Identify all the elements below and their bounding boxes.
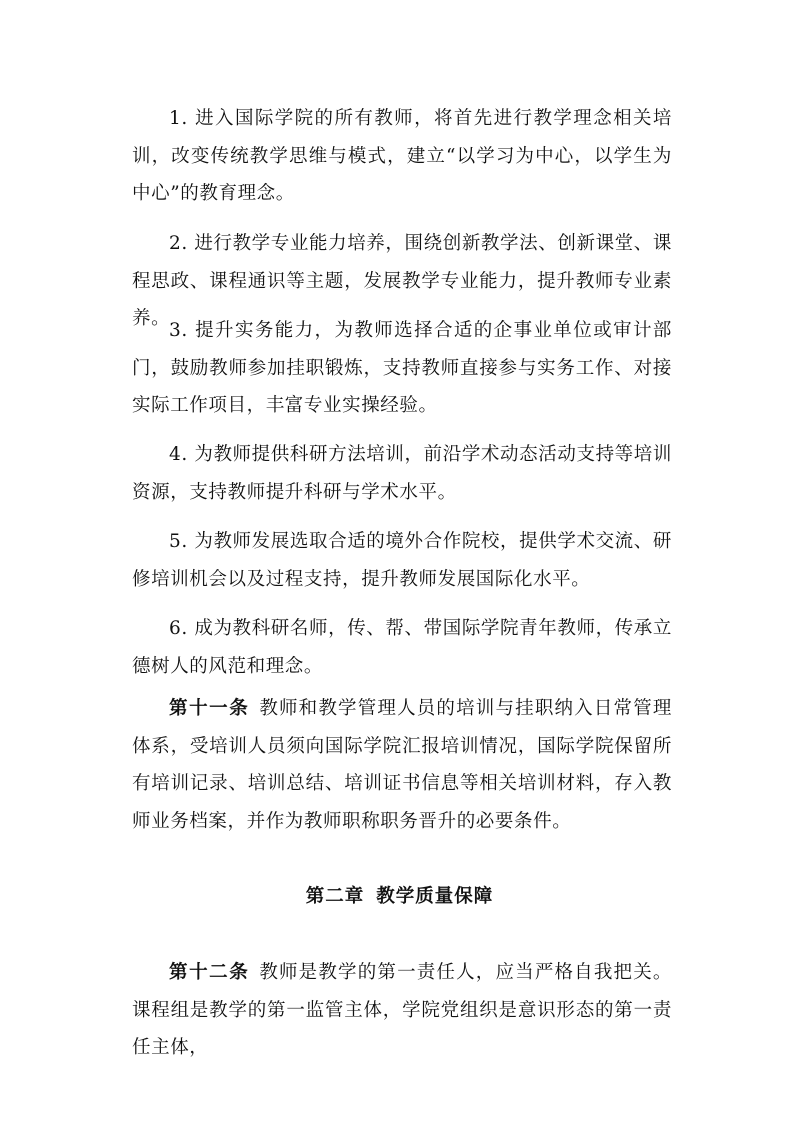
chapter-number: 第二章 [305, 886, 365, 907]
list-item-4: 4. 为教师提供科研方法培训，前沿学术动态活动支持等培训资源，支持教师提升科研与学术水平。 [132, 444, 672, 503]
article-12-number: 第十二条 [169, 962, 250, 983]
list-item-3: 3. 提升实务能力，为教师选择合适的企事业单位或审计部门，鼓励教师参加挂职锻炼，支持教师直接参与实务工作、对接实际工作项目，丰富专业实操经验。 [132, 320, 672, 416]
list-item-2: 2. 进行教学专业能力培养，围绕创新教学法、创新课堂、课程思政、课程通识等主题，发展教学专业能力，提升教师专业素养。 [132, 233, 672, 329]
article-11-text: 教师和教学管理人员的培训与挂职纳入日常管理体系，受培训人员须向国际学院汇报培训情况，国际学院保留所有培训记录、培训总结、培训证书信息等相关培训材料，存入教师业务档案，并作为教师职称职务晋升的必要条件。 [132, 698, 672, 832]
chapter-title: 教学质量保障 [376, 886, 494, 907]
article-12-text: 教师是教学的第一责任人，应当严格自我把关。课程组是教学的第一监管主体，学院党组织是意识形态的第一责任主体， [132, 962, 672, 1058]
article-11 [132, 690, 672, 840]
article-11-number: 第十一条 [169, 698, 250, 719]
list-item-6: 6. 成为教科研名师，传、帮、带国际学院青年教师，传承立德树人的风范和理念。 [132, 618, 672, 677]
article-12 [132, 954, 672, 1067]
list-item-5: 5. 为教师发展选取合适的境外合作院校，提供学术交流、研修培训机会以及过程支持，提升教师发展国际化水平。 [132, 531, 672, 590]
list-item-1: 1. 进入国际学院的所有教师，将首先进行教学理念相关培训，改变传统教学思维与模式，建立“以学习为中心，以学生为中心”的教育理念。 [132, 108, 672, 204]
chapter-heading [0, 882, 799, 908]
